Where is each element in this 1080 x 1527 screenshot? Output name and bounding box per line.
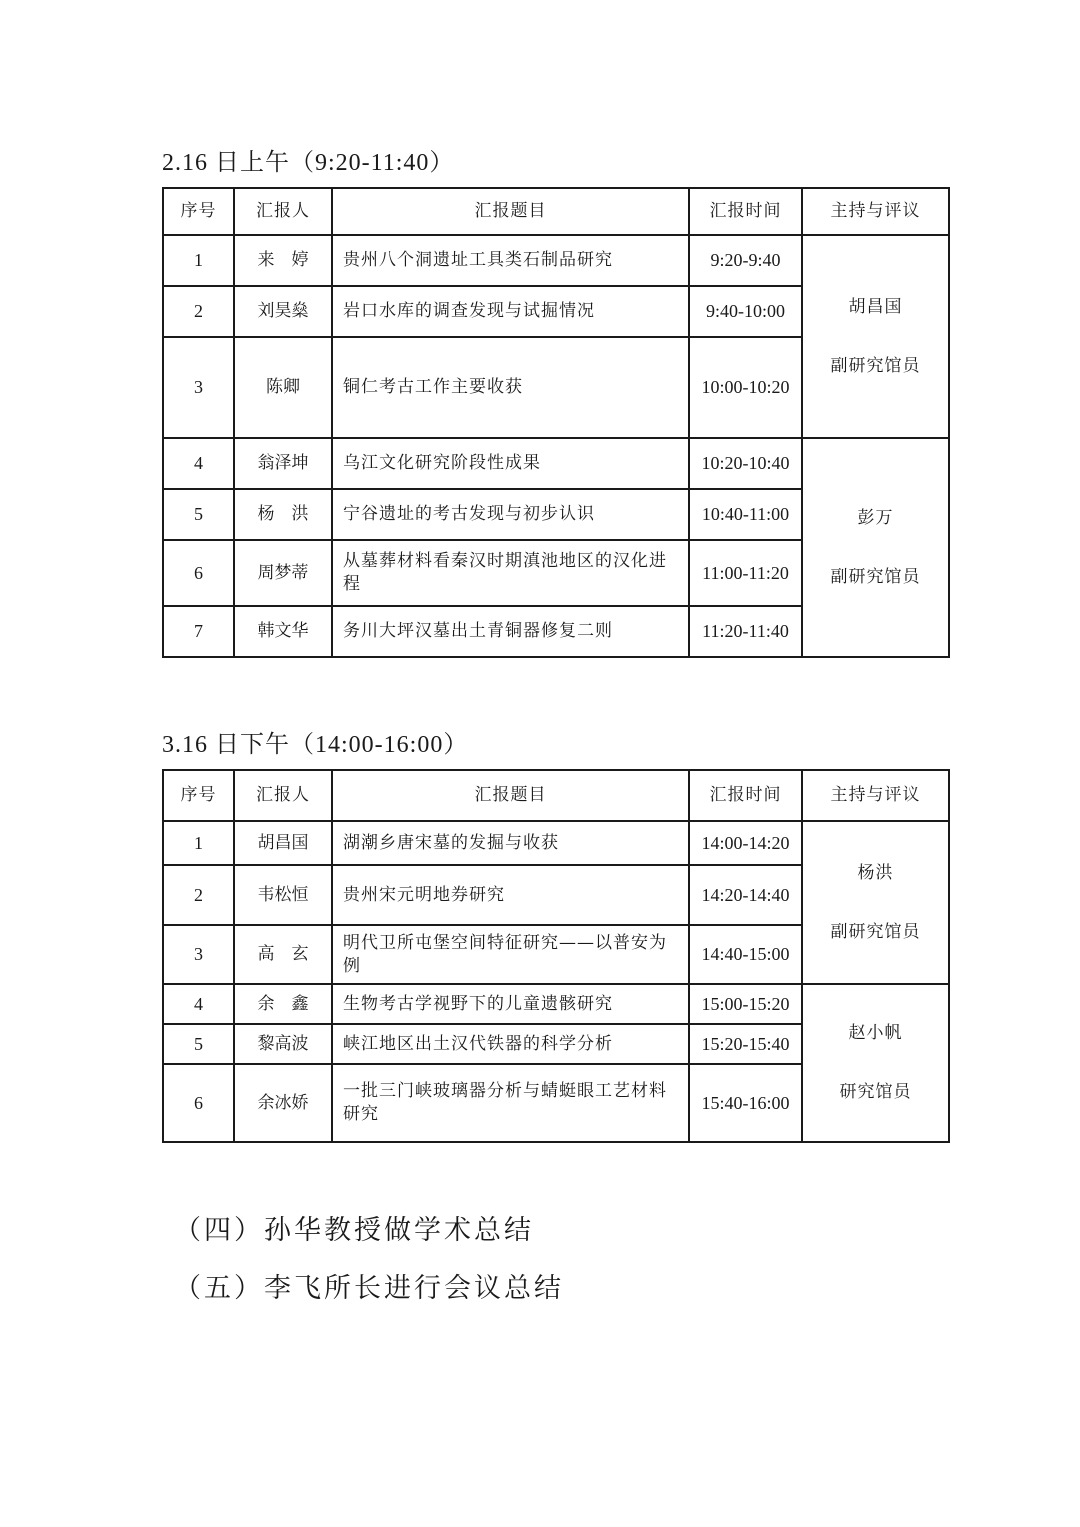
row-speaker: 黎高波: [234, 1024, 332, 1064]
header-time: 汇报时间: [689, 188, 802, 235]
row-topic: 宁谷遗址的考古发现与初步认识: [332, 489, 689, 540]
row-no: 2: [163, 286, 234, 337]
row-time: 11:20-11:40: [689, 606, 802, 657]
row-no: 5: [163, 489, 234, 540]
row-topic: 铜仁考古工作主要收获: [332, 337, 689, 438]
host-cell: [802, 821, 949, 984]
row-no: 4: [163, 438, 234, 489]
row-speaker: 余冰娇: [234, 1064, 332, 1142]
session2-table: [162, 769, 950, 1143]
table-header-row: [163, 770, 949, 821]
summary-academic: （四）孙华教授做学术总结: [174, 1215, 534, 1246]
host-cell: [802, 235, 949, 438]
table-header-row: [163, 188, 949, 235]
header-host: 主持与评议: [802, 770, 949, 821]
row-topic: 乌江文化研究阶段性成果: [332, 438, 689, 489]
row-no: 7: [163, 606, 234, 657]
session1-title: 2.16 日上午（9:20-11:40）: [162, 150, 455, 176]
row-time: 11:00-11:20: [689, 540, 802, 606]
table-row: [163, 821, 949, 865]
row-no: 2: [163, 865, 234, 925]
host-title: 研究馆员: [839, 1082, 912, 1102]
host-name: 赵小帆: [848, 1023, 903, 1044]
host-cell: [802, 438, 949, 657]
summary-meeting: （五）李飞所长进行会议总结: [174, 1273, 564, 1304]
row-no: 6: [163, 1064, 234, 1142]
row-speaker: 来 婷: [234, 235, 332, 286]
row-topic: 明代卫所屯堡空间特征研究——以普安为例: [332, 925, 689, 984]
row-speaker: 翁泽坤: [234, 438, 332, 489]
header-topic: 汇报题目: [332, 188, 689, 235]
session2-title: 3.16 日下午（14:00-16:00）: [162, 732, 469, 758]
row-no: 3: [163, 337, 234, 438]
row-topic: 生物考古学视野下的儿童遗骸研究: [332, 984, 689, 1024]
header-time: 汇报时间: [689, 770, 802, 821]
row-no: 5: [163, 1024, 234, 1064]
row-speaker: 陈卿: [234, 337, 332, 438]
row-time: 15:00-15:20: [689, 984, 802, 1024]
row-time: 15:40-16:00: [689, 1064, 802, 1142]
row-topic: 一批三门峡玻璃器分析与蜻蜓眼工艺材料研究: [332, 1064, 689, 1142]
row-time: 10:20-10:40: [689, 438, 802, 489]
row-speaker: 胡昌国: [234, 821, 332, 865]
row-time: 14:20-14:40: [689, 865, 802, 925]
row-no: 6: [163, 540, 234, 606]
table-row: [163, 235, 949, 286]
row-time: 14:00-14:20: [689, 821, 802, 865]
row-topic: 峡江地区出土汉代铁器的科学分析: [332, 1024, 689, 1064]
host-title: 副研究馆员: [830, 355, 921, 376]
header-no: 序号: [163, 770, 234, 821]
host-title: 副研究馆员: [830, 921, 921, 942]
row-speaker: 余 鑫: [234, 984, 332, 1024]
header-speaker: 汇报人: [234, 770, 332, 821]
row-no: 1: [163, 235, 234, 286]
row-speaker: 杨 洪: [234, 489, 332, 540]
host-title: 副研究馆员: [830, 566, 921, 587]
row-speaker: 刘昊燊: [234, 286, 332, 337]
header-speaker: 汇报人: [234, 188, 332, 235]
host-name: 杨洪: [857, 862, 894, 883]
row-no: 1: [163, 821, 234, 865]
row-time: 9:40-10:00: [689, 286, 802, 337]
host-name: 胡昌国: [848, 296, 903, 317]
row-topic: 贵州宋元明地券研究: [332, 865, 689, 925]
host-name: 彭万: [857, 507, 894, 528]
row-time: 14:40-15:00: [689, 925, 802, 984]
row-speaker: 高 玄: [234, 925, 332, 984]
row-no: 3: [163, 925, 234, 984]
row-topic: 贵州八个洞遗址工具类石制品研究: [332, 235, 689, 286]
row-topic: 从墓葬材料看秦汉时期滇池地区的汉化进程: [332, 540, 689, 606]
row-topic: 岩口水库的调查发现与试掘情况: [332, 286, 689, 337]
row-speaker: 周梦蒂: [234, 540, 332, 606]
table-row: [163, 438, 949, 489]
header-no: 序号: [163, 188, 234, 235]
row-time: 10:00-10:20: [689, 337, 802, 438]
session1-table: [162, 187, 950, 658]
row-topic: 务川大坪汉墓出土青铜器修复二则: [332, 606, 689, 657]
row-no: 4: [163, 984, 234, 1024]
row-speaker: 韦松恒: [234, 865, 332, 925]
row-speaker: 韩文华: [234, 606, 332, 657]
row-time: 10:40-11:00: [689, 489, 802, 540]
host-cell: [802, 984, 949, 1142]
row-topic: 湖潮乡唐宋墓的发掘与收获: [332, 821, 689, 865]
table-row: [163, 984, 949, 1024]
header-host: 主持与评议: [802, 188, 949, 235]
row-time: 9:20-9:40: [689, 235, 802, 286]
header-topic: 汇报题目: [332, 770, 689, 821]
row-time: 15:20-15:40: [689, 1024, 802, 1064]
